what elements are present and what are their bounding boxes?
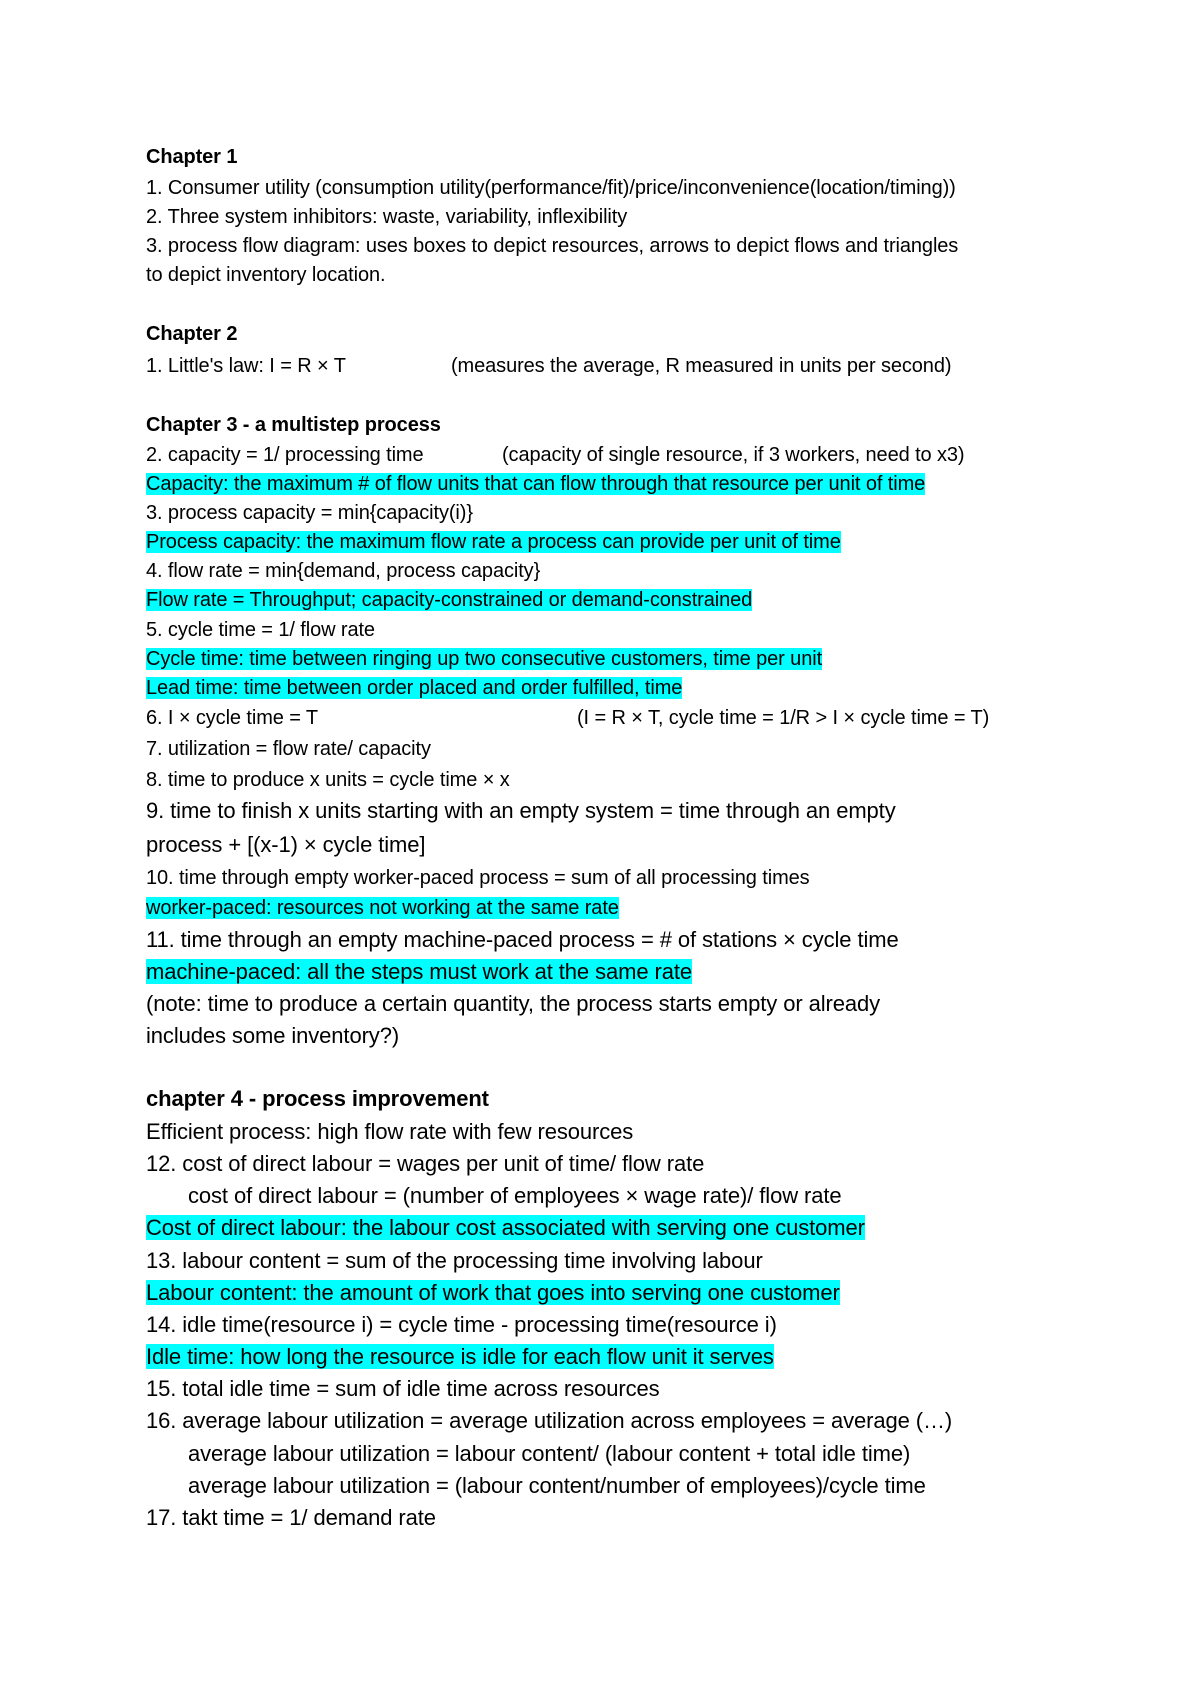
- ch3-item-4: 4. flow rate = min{demand, process capacity}: [146, 560, 541, 582]
- ch1-item-1: 1. Consumer utility (consumption utility(performance/fit)/price/inconvenience(location/timing)): [146, 177, 956, 199]
- ch3-item-7: 7. utilization = flow rate/ capacity: [146, 738, 431, 760]
- ch3-definition-cycle-time: Cycle time: time between ringing up two consecutive customers, time per unit: [146, 648, 823, 670]
- ch3-definition-capacity: Capacity: the maximum # of flow units that can flow through that resource per unit of time: [146, 473, 926, 495]
- ch4-definition-labour-content: Labour content: the amount of work that goes into serving one customer: [146, 1280, 840, 1305]
- ch1-item-3-cont: to depict inventory location.: [146, 264, 386, 286]
- ch3-note-cont: includes some inventory?): [146, 1023, 400, 1048]
- ch3-item-5: 5. cycle time = 1/ flow rate: [146, 619, 375, 641]
- ch3-item-6: [146, 706, 989, 730]
- capacity-formula: 2. capacity = 1/ processing time: [146, 444, 424, 466]
- ch3-definition-machine-paced: machine-paced: all the steps must work at the same rate: [146, 959, 692, 984]
- ch3-definition-worker-paced: worker-paced: resources not working at the same rate: [146, 897, 619, 919]
- ch3-note: (note: time to produce a certain quantity, the process starts empty or already: [146, 991, 881, 1016]
- ch1-item-3: 3. process flow diagram: uses boxes to depict resources, arrows to depict flows and triangles: [146, 235, 959, 257]
- ch4-definition-cost-direct-labour: Cost of direct labour: the labour cost associated with serving one customer: [146, 1215, 865, 1240]
- ch3-definition-worker-paced-line: [146, 896, 619, 920]
- ch2-item-1: [146, 354, 951, 378]
- ch3-definition-machine-paced-line: [146, 958, 692, 985]
- littles-law-formula: 1. Little's law: I = R × T: [146, 355, 346, 377]
- ch3-definition-lead-time-line: [146, 676, 682, 700]
- ch3-definition-lead-time: Lead time: time between order placed and order fulfilled, time: [146, 677, 683, 699]
- ch4-item-15: 15. total idle time = sum of idle time across resources: [146, 1376, 660, 1401]
- ch4-item-12-alt: cost of direct labour = (number of employees × wage rate)/ flow rate: [188, 1183, 842, 1208]
- ch4-item-16: 16. average labour utilization = average utilization across employees = average (…): [146, 1408, 953, 1433]
- chapter-4-heading: chapter 4 - process improvement: [146, 1086, 489, 1111]
- ch3-definition-process-capacity-line: [146, 530, 841, 554]
- ch4-item-13: 13. labour content = sum of the processing time involving labour: [146, 1248, 763, 1273]
- ch4-item-14: 14. idle time(resource i) = cycle time - processing time(resource i): [146, 1312, 777, 1337]
- ch3-item-2: [146, 443, 965, 467]
- chapter-2-heading: Chapter 2: [146, 323, 238, 345]
- ch3-item-6-note: (I = R × T, cycle time = 1/R > I × cycle time = T): [577, 707, 990, 729]
- ch3-definition-capacity-line: [146, 472, 925, 496]
- ch3-item-9: 9. time to finish x units starting with an empty system = time through an empty: [146, 798, 896, 823]
- ch3-definition-process-capacity: Process capacity: the maximum flow rate a process can provide per unit of time: [146, 531, 841, 553]
- ch3-definition-cycle-time-line: [146, 647, 822, 671]
- ch4-item-12: 12. cost of direct labour = wages per unit of time/ flow rate: [146, 1151, 705, 1176]
- capacity-note: (capacity of single resource, if 3 workers, need to x3): [502, 444, 965, 466]
- ch1-item-2: 2. Three system inhibitors: waste, variability, inflexibility: [146, 206, 628, 228]
- ch4-definition-cost-direct-labour-line: [146, 1214, 865, 1241]
- littles-law-note: (measures the average, R measured in units per second): [451, 355, 952, 377]
- ch4-item-17: 17. takt time = 1/ demand rate: [146, 1505, 436, 1530]
- ch3-definition-flow-rate: Flow rate = Throughput; capacity-constrained or demand-constrained: [146, 589, 753, 611]
- ch3-item-8: 8. time to produce x units = cycle time × x: [146, 769, 510, 791]
- ch4-item-16-alt-2: average labour utilization = (labour content/number of employees)/cycle time: [188, 1473, 926, 1498]
- ch3-item-9-cont: process + [(x-1) × cycle time]: [146, 832, 426, 857]
- ch4-definition-labour-content-line: [146, 1279, 840, 1306]
- ch4-definition-idle-time-line: [146, 1343, 774, 1370]
- ch3-definition-flow-rate-line: [146, 588, 752, 612]
- ch3-item-6-formula: 6. I × cycle time = T: [146, 707, 319, 729]
- ch3-item-10: 10. time through empty worker-paced process = sum of all processing times: [146, 867, 810, 889]
- ch4-definition-idle-time: Idle time: how long the resource is idle for each flow unit it serves: [146, 1344, 774, 1369]
- chapter-1-heading: Chapter 1: [146, 146, 238, 168]
- ch4-item-16-alt-1: average labour utilization = labour content/ (labour content + total idle time): [188, 1441, 911, 1466]
- ch3-item-3: 3. process capacity = min{capacity(i)}: [146, 502, 473, 524]
- ch4-efficient-process: Efficient process: high flow rate with few resources: [146, 1119, 634, 1144]
- ch3-item-11: 11. time through an empty machine-paced process = # of stations × cycle time: [146, 927, 899, 952]
- chapter-3-heading: Chapter 3 - a multistep process: [146, 414, 441, 436]
